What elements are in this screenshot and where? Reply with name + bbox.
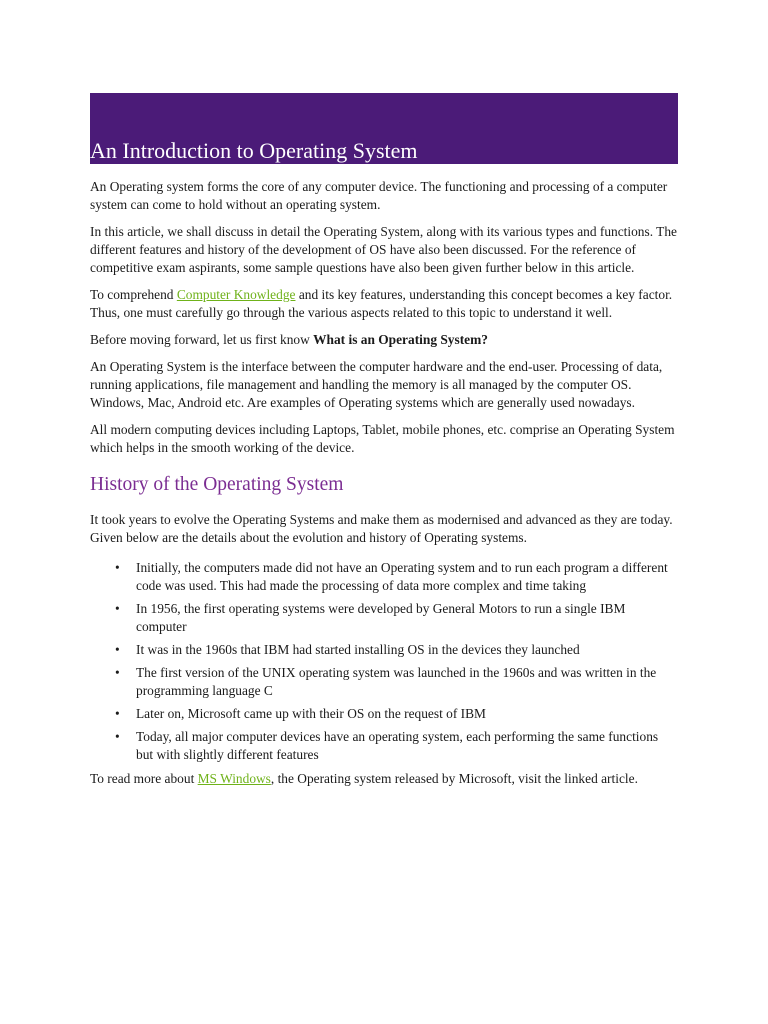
read-more-paragraph xyxy=(90,770,680,788)
intro-paragraph-1: An Operating system forms the core of any computer device. The functioning and processing of a computer system can come to hold without an operating system. xyxy=(90,179,668,212)
definition-paragraph: An Operating System is the interface between the computer hardware and the end-user. Processing of data, running applications, file management and handling the memory is all managed by the computer OS. Windows, Mac, Android etc. Are examples of Operating systems which are generally used nowadays. xyxy=(90,359,663,410)
history-list-item xyxy=(115,728,680,764)
bullet-icon: • xyxy=(115,601,120,616)
ms-windows-link[interactable]: MS Windows xyxy=(197,771,271,786)
history-list-item xyxy=(115,664,680,700)
history-item-text: The first version of the UNIX operating system was launched in the 1960s and was written in the programming language C xyxy=(136,665,657,698)
history-list-item xyxy=(115,600,680,636)
history-list xyxy=(90,559,680,764)
comprehend-text-before: To comprehend xyxy=(90,287,177,302)
read-more-text-before: To read more about xyxy=(90,771,198,786)
history-item-text: In 1956, the first operating systems were developed by General Motors to run a single IBM computer xyxy=(136,601,626,634)
bullet-icon: • xyxy=(115,642,120,657)
history-intro-paragraph: It took years to evolve the Operating Systems and make them as modernised and advanced as they are today. Given below are the details about the evolution and history of Operating systems. xyxy=(90,512,673,545)
devices-paragraph: All modern computing devices including Laptops, Tablet, mobile phones, etc. comprise an Operating System which helps in the smooth working of the device. xyxy=(90,422,675,455)
what-is-os-bold: What is an Operating System? xyxy=(313,332,488,347)
article-title: An Introduction to Operating System xyxy=(90,138,418,163)
comprehend-paragraph xyxy=(90,286,680,322)
intro-paragraph-2: In this article, we shall discuss in detail the Operating System, along with its various types and functions. The different features and history of the development of OS have also been discussed. For the reference of competitive exam aspirants, some sample questions have also been given further below in this article. xyxy=(90,224,677,275)
history-list-item xyxy=(115,705,680,723)
bullet-icon: • xyxy=(115,706,120,721)
history-item-text: Today, all major computer devices have an operating system, each performing the same functions but with slightly different features xyxy=(136,729,659,762)
computer-knowledge-link[interactable]: Computer Knowledge xyxy=(176,287,296,302)
history-heading: History of the Operating System xyxy=(90,474,344,495)
bullet-icon: • xyxy=(115,560,120,575)
history-item-text: Later on, Microsoft came up with their OS on the request of IBM xyxy=(136,706,486,721)
history-list-item xyxy=(115,641,680,659)
bullet-icon: • xyxy=(115,729,120,744)
bullet-icon: • xyxy=(115,665,120,680)
read-more-text-after: , the Operating system released by Microsoft, visit the linked article. xyxy=(270,771,638,786)
comprehend-text-after: and its key features, understanding this concept becomes a key factor. Thus, one must carefully go through the various aspects related to this topic to understand it well. xyxy=(90,287,673,320)
history-item-text: It was in the 1960s that IBM had started installing OS in the devices they launched xyxy=(136,642,580,657)
before-moving-paragraph xyxy=(90,331,680,349)
before-moving-text: Before moving forward, let us first know xyxy=(90,332,314,347)
history-item-text: Initially, the computers made did not have an Operating system and to run each program a different code was used. This had made the processing of data more complex and time taking xyxy=(136,560,668,593)
article-body xyxy=(90,178,680,797)
history-list-item xyxy=(115,559,680,595)
